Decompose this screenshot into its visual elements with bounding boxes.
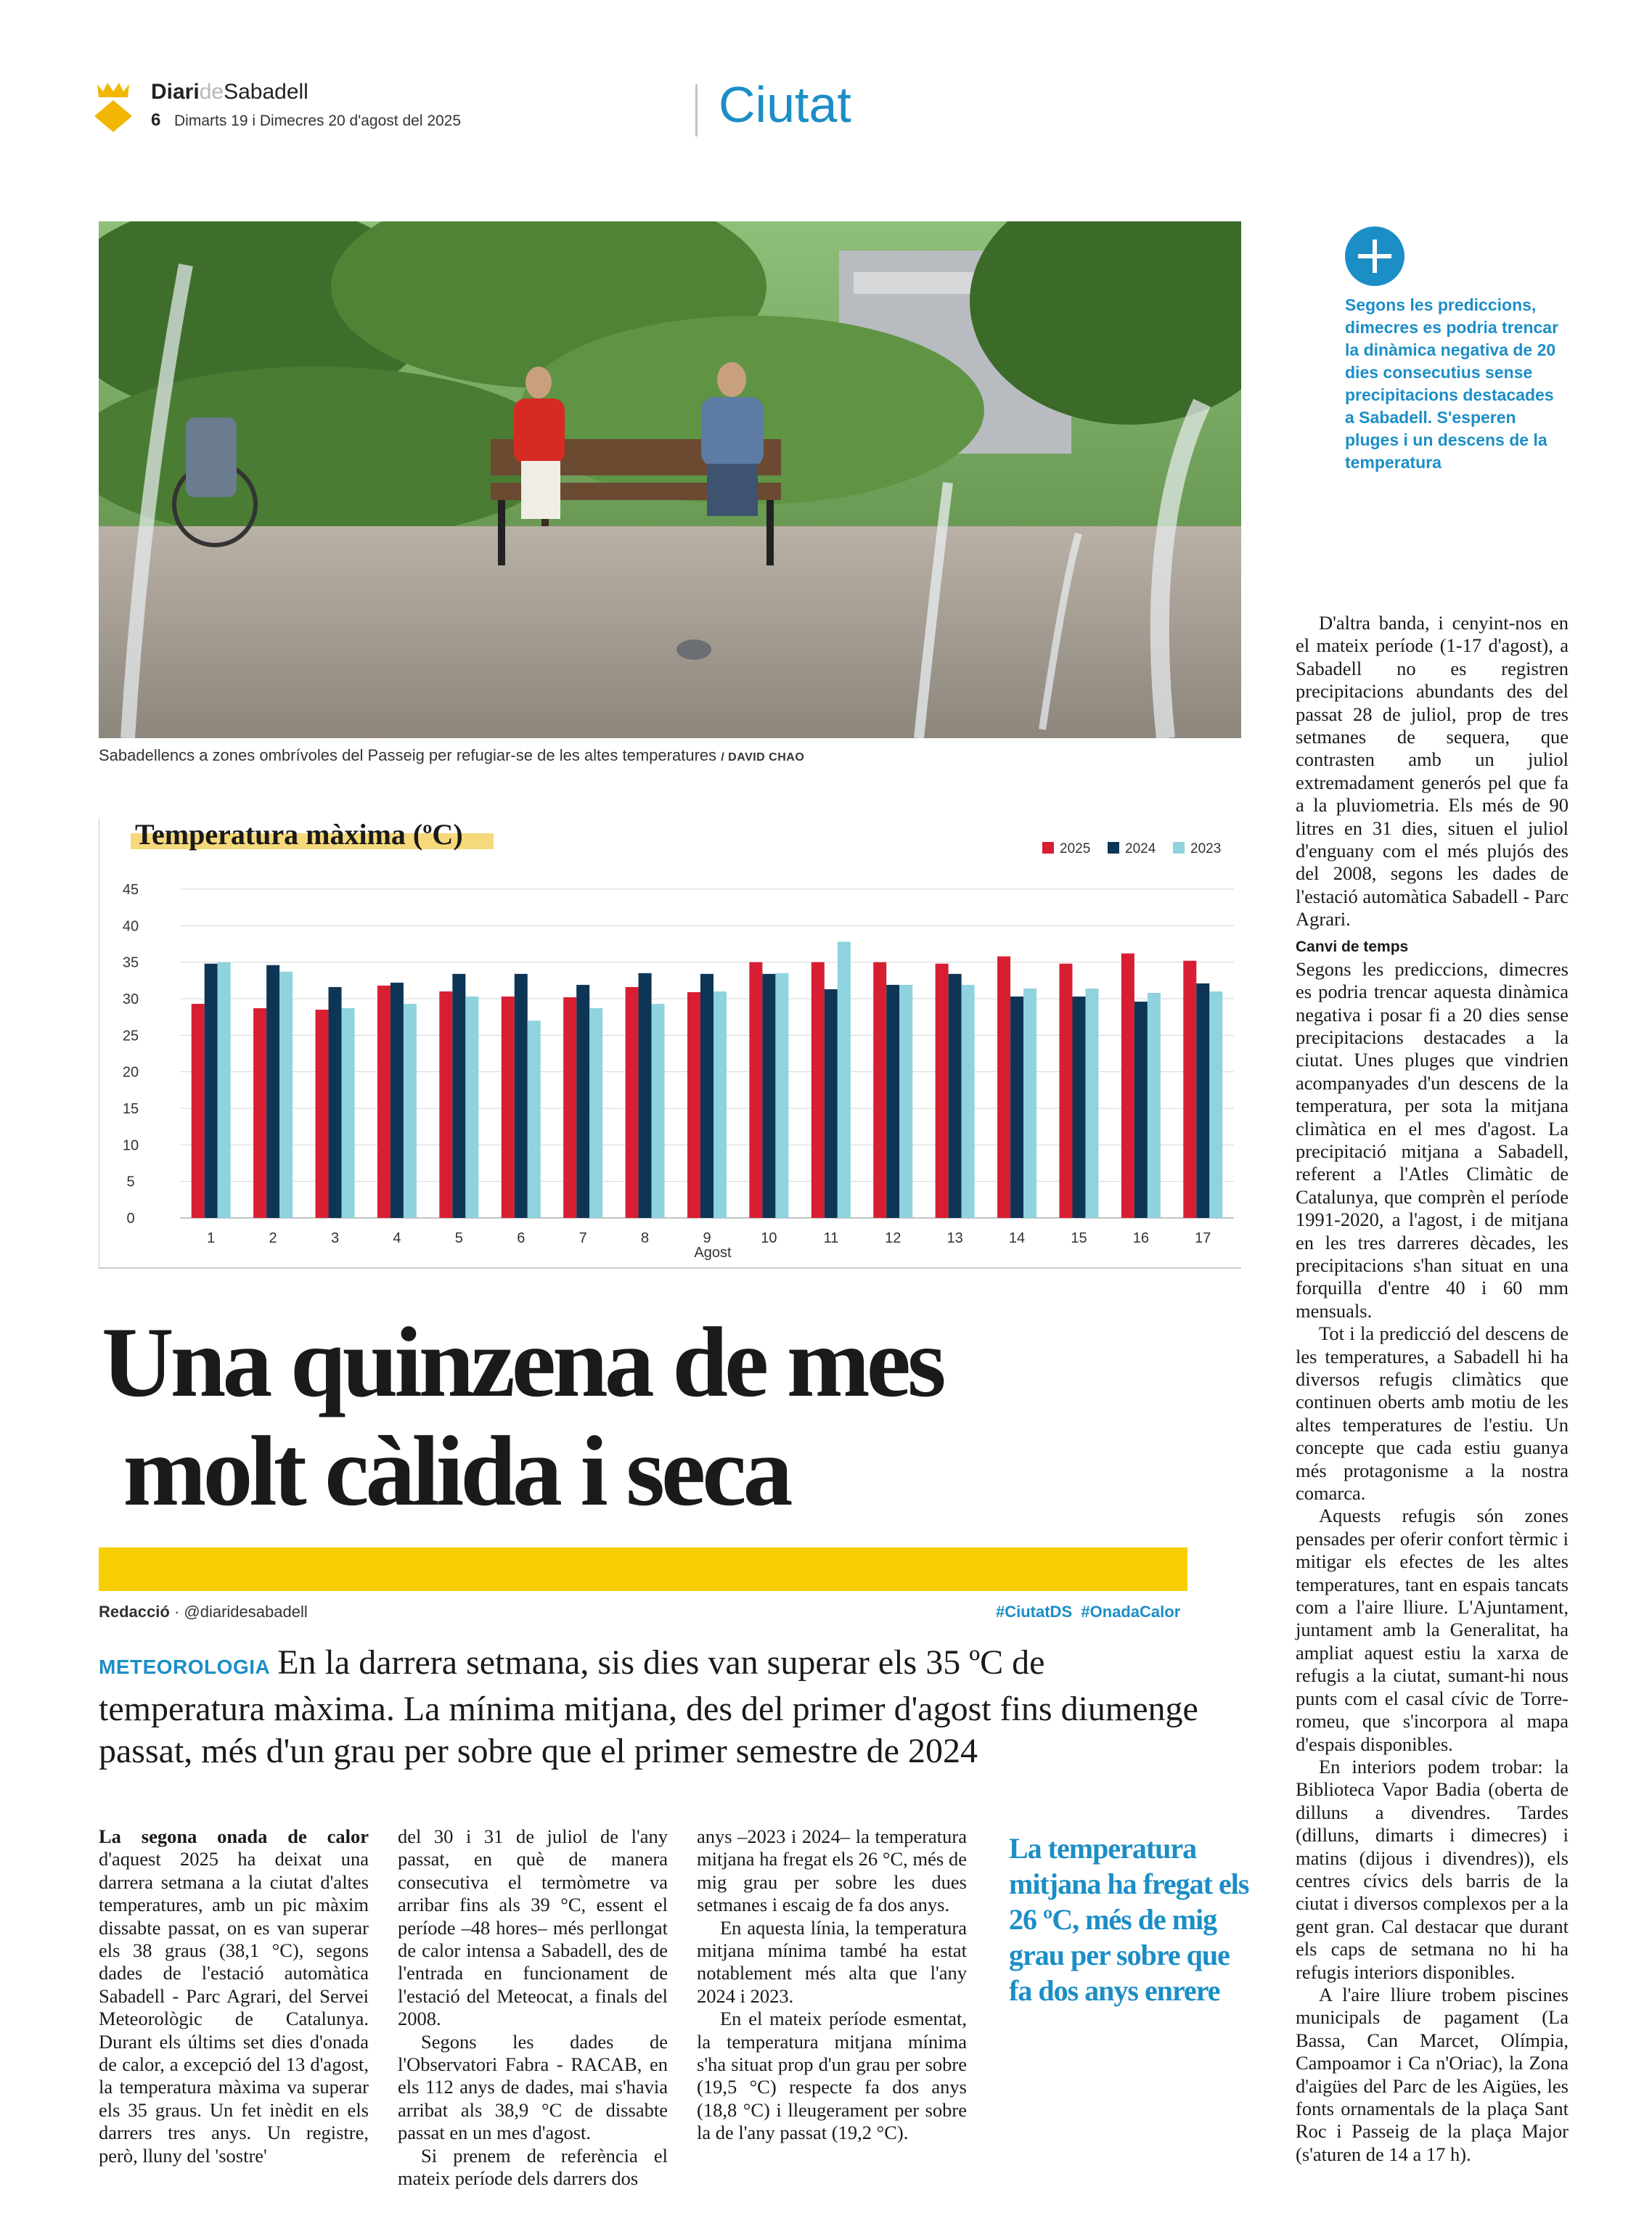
chart-bar-2025-day-7 bbox=[563, 997, 576, 1218]
chart-x-tick-label: 15 bbox=[1071, 1230, 1087, 1246]
subhead: Canvi de temps bbox=[1296, 938, 1409, 955]
chart-x-tick-label: 11 bbox=[823, 1230, 839, 1246]
chart-y-tick-label: 15 bbox=[122, 1101, 139, 1117]
chart-bar-2025-day-8 bbox=[626, 987, 639, 1218]
chart-bar-2024-day-17 bbox=[1196, 983, 1209, 1218]
chart-bar-2025-day-1 bbox=[192, 1004, 205, 1218]
chart-bar-2023-day-1 bbox=[218, 962, 231, 1218]
section-name: Ciutat bbox=[719, 76, 851, 133]
headline-rule bbox=[99, 1547, 1187, 1591]
pull-quote: La temperatura mitjana ha fregat els 26 ºC, més de mig grau per sobre que fa dos anys enrere bbox=[1009, 1832, 1249, 2007]
chart-y-tick-label: 10 bbox=[122, 1137, 139, 1154]
chart-bar-2023-day-17 bbox=[1209, 991, 1222, 1218]
chart-bar-2024-day-6 bbox=[515, 974, 528, 1218]
issue-date: Dimarts 19 i Dimecres 20 d'agost del 2025 bbox=[174, 113, 462, 129]
chart-x-tick-label: 17 bbox=[1195, 1230, 1211, 1246]
chart-x-tick-label: 4 bbox=[393, 1230, 401, 1246]
chart-bar-2023-day-12 bbox=[899, 985, 912, 1218]
chart-y-tick-label: 5 bbox=[126, 1174, 135, 1190]
chart-x-tick-label: 16 bbox=[1132, 1230, 1150, 1246]
chart-x-tick-label: 14 bbox=[1008, 1230, 1026, 1246]
chart-bar-2025-day-4 bbox=[377, 986, 390, 1218]
chart-x-tick-label: 7 bbox=[578, 1230, 587, 1246]
chart-bar-2024-day-3 bbox=[329, 987, 342, 1218]
photo-caption: Sabadellencs a zones ombrívoles del Passeig per refugiar-se de les altes temperatures / DAVID CHAO bbox=[99, 746, 805, 764]
chart-y-tick-label: 40 bbox=[122, 918, 139, 935]
legend-swatch-2023 bbox=[1173, 842, 1185, 854]
kicker: METEOROLOGIA bbox=[99, 1656, 271, 1678]
chart-y-tick-label: 25 bbox=[122, 1028, 139, 1044]
chart-bar-2025-day-10 bbox=[749, 962, 762, 1218]
chart-bar-2023-day-14 bbox=[1023, 989, 1036, 1218]
hashtags[interactable]: #CiutatDS #OnadaCalor bbox=[996, 1603, 1181, 1621]
chart-bar-2025-day-5 bbox=[439, 991, 452, 1218]
chart-bar-2024-day-11 bbox=[825, 989, 838, 1218]
chart-bar-2025-day-6 bbox=[502, 997, 515, 1218]
chart-x-tick-label: 6 bbox=[517, 1230, 526, 1246]
sidebar-highlight: Segons les prediccions, dimecres es podria trencar la dinàmica negativa de 20 dies consecutius sense precipitacions destacades a Sabadell. S'esperen pluges i un descens de la temperatura bbox=[1345, 295, 1559, 472]
legend-swatch-2025 bbox=[1042, 842, 1054, 854]
plus-icon bbox=[1345, 226, 1404, 286]
chart-x-tick-label: 1 bbox=[207, 1230, 216, 1246]
photo-credit: / DAVID CHAO bbox=[721, 751, 805, 764]
chart-y-tick-label: 35 bbox=[122, 954, 139, 971]
byline: Redacció · @diaridesabadell bbox=[99, 1603, 308, 1621]
chart-y-tick-label: 0 bbox=[126, 1211, 135, 1227]
chart-bar-2025-day-14 bbox=[997, 957, 1010, 1218]
chart-x-tick-label: 13 bbox=[946, 1230, 963, 1246]
chart-y-tick-label: 30 bbox=[122, 991, 139, 1007]
chart-bar-2024-day-13 bbox=[949, 974, 962, 1218]
chart-bar-2024-day-2 bbox=[266, 965, 279, 1218]
chart-bar-2023-day-2 bbox=[279, 972, 293, 1218]
chart-bar-2025-day-16 bbox=[1121, 954, 1134, 1218]
body-column-1: La segona onada de calor d'aquest 2025 ha deixat una darrera setmana a la ciutat d'altes temperatures, amb un pic màxim dissabte passat, on es van superar els 38 graus (38,1 °C), segons dades de l'estació automàtica Sabadell - Parc Agrari, del Servei Meteorològic de Catalunya. Durant els últims set dies d'onada de calor, a excepció del 13 d'agost, la temperatura màxima va superar els 35 graus. Un fet inèdit en els darrers tres anys. Un registre, però, lluny del 'sostre' bbox=[99, 1825, 369, 2167]
chart-bar-2024-day-12 bbox=[886, 985, 899, 1218]
body-column-2: del 30 i 31 de juliol de l'any passat, en què de manera consecutiva el termòmetre va arribar fins als 39 °C, essent el període –48 hores– més perllongat de calor intensa a Sabadell, des de l'entrada en funcionament de l'estació del Meteocat, a finals del 2008. Segons les dades de l'Observatori Fabra - RACAB, en els 112 anys de dades, mai s'havia arribat als 38,9 °C de dissabte passat en un mes d'agost. Si prenem de referència el mateix període dels darrers dos bbox=[398, 1825, 668, 2190]
photo bbox=[99, 221, 1241, 738]
body-column-right: D'altra banda, i cenyint-nos en el mateix període (1-17 d'agost), a Sabadell no es registren precipitacions abundants des del passat 28 de juliol, prop de tres setmanes de sequera, que contrasten amb un juliol extremadament generós pel que fa a la pluviometria. Els més de 90 litres en 31 dies, situen el juliol d'enguany com el més plujós des del 2008, segons les dades de l'estació automàtica Sabadell - Parc Agrari. Canvi de temps Segons les prediccions, dimecres es podria trencar aquesta dinàmica negativa i posar fi a 20 dies sense precipitacions destacades a la ciutat. Unes pluges que vindrien acompanyades d'un descens de la temperatura, per sota la mitjana climàtica en el mes d'agost. La precipitació mitjana a Sabadell, referent a l'Atles Climàtic de Catalunya, que comprèn el període 1991-2020, a l'agost, i de mitjana en les tres darreres dècades, les precipitacions s'han situat en una forquilla d'entre 40 i 60 mm mensuals. Tot i la predicció del descens de les temperatures, a Sabadell hi ha diversos refugis climàtics que continuen oberts amb motiu de les altes temperatures de l'estiu. Un concepte que cada estiu guanya més protagonisme a la nostra comarca. Aquests refugis són zones pensades per oferir confort tèrmic i mitigar els efectes de les altes temperatures, tant en espais tancats com a l'aire lliure. L'Ajuntament, juntament amb la Generalitat, ha ampliat aquest estiu la xarxa de refugis a la ciutat, sumant-hi nous punts com el casal cívic de Torre-romeu, que s'incorpora al mapa d'espais disponibles. En interiors podem trobar: la Biblioteca Vapor Badia (oberta de dilluns a divendres. Tardes (dilluns, dimarts i dimecres) i matins (dijous i divendres)), els centres cívics dels barris de la ciutat i diversos complexos per a la gent gran. Cal destacar que durant els caps de setmana no hi ha refugis interiors disponibles. A l'aire lliure trobem piscines municipals de pagament (La Bassa, Can Marcet, Olímpia, Campoamor i Ca n'Oriac), la Zona d'aigües del Parc de les Aigües, les fonts ornamentals de la plaça Sant Roc i Passeig de la plaça Major (s'aturen de 14 a 17 h). bbox=[1296, 612, 1569, 2165]
chart-bar-2023-day-11 bbox=[838, 941, 851, 1218]
chart-bar-2024-day-16 bbox=[1134, 1002, 1148, 1218]
headline bbox=[102, 1308, 1263, 1526]
chart-bar-2023-day-10 bbox=[775, 973, 788, 1218]
chart-bar-2023-day-15 bbox=[1085, 989, 1098, 1218]
chart-y-tick-label: 45 bbox=[122, 882, 139, 898]
lead-paragraph: METEOROLOGIA En la darrera setmana, sis dies van superar els 35 ºC de temperatura màxima. La mínima mitjana, des del primer d'agost fins diumenge passat, més d'un grau per sobre que el primer semestre de 2024 bbox=[99, 1643, 1198, 1770]
chart-bar-2023-day-8 bbox=[652, 1004, 665, 1218]
chart-bar-2024-day-7 bbox=[576, 985, 589, 1218]
chart-title: Temperatura màxima (ºC) bbox=[135, 818, 463, 851]
chart-x-tick-label: 5 bbox=[454, 1230, 463, 1246]
page-number: 6 bbox=[151, 110, 161, 130]
headline-line-2: molt càlida i seca bbox=[102, 1415, 790, 1526]
chart-bar-2024-day-15 bbox=[1072, 997, 1085, 1218]
chart-x-tick-label: 9 bbox=[703, 1230, 711, 1246]
chart-bar-2023-day-5 bbox=[465, 997, 478, 1218]
chart-x-tick-label: 10 bbox=[761, 1230, 777, 1246]
chart-x-tick-label: 8 bbox=[641, 1230, 650, 1246]
chart-bar-2023-day-3 bbox=[342, 1008, 355, 1218]
chart-bar-2023-day-4 bbox=[404, 1004, 417, 1218]
chart-x-tick-label: 3 bbox=[330, 1230, 340, 1246]
chart-bar-2025-day-17 bbox=[1183, 961, 1196, 1218]
chart-bar-2023-day-7 bbox=[589, 1008, 602, 1218]
chart-bar-2024-day-4 bbox=[390, 983, 404, 1218]
chart-bar-2025-day-13 bbox=[936, 964, 949, 1218]
chart-bar-2025-day-9 bbox=[687, 992, 700, 1218]
chart-bar-2023-day-6 bbox=[528, 1021, 541, 1218]
section-divider bbox=[695, 84, 698, 136]
headline-line-1: Una quinzena de mes bbox=[102, 1306, 943, 1418]
chart-bar-2025-day-2 bbox=[253, 1008, 266, 1218]
legend-label-2023: 2023 bbox=[1190, 841, 1222, 856]
chart-x-tick-label: 12 bbox=[885, 1230, 901, 1246]
legend-label-2025: 2025 bbox=[1060, 841, 1091, 856]
logo-icon bbox=[93, 81, 134, 134]
chart-bar-2025-day-3 bbox=[316, 1010, 329, 1218]
masthead-title: DiarideSabadell bbox=[151, 80, 308, 104]
chart-bar-2023-day-16 bbox=[1148, 993, 1161, 1218]
chart-bar-2024-day-5 bbox=[452, 974, 465, 1218]
chart-bar-2025-day-15 bbox=[1059, 964, 1072, 1218]
chart-bar-2023-day-13 bbox=[962, 985, 975, 1218]
chart-bar-2024-day-9 bbox=[700, 974, 713, 1218]
chart-x-axis-label: Agost bbox=[694, 1245, 732, 1261]
chart-bar-2024-day-10 bbox=[762, 974, 775, 1218]
chart-bar-2024-day-1 bbox=[205, 964, 218, 1218]
chart-y-tick-label: 20 bbox=[122, 1064, 139, 1081]
chart-x-tick-label: 2 bbox=[269, 1230, 277, 1246]
chart-bar-2025-day-11 bbox=[811, 962, 825, 1218]
legend-label-2024: 2024 bbox=[1125, 841, 1156, 856]
temperature-chart bbox=[99, 819, 1241, 1269]
chart-bar-2024-day-8 bbox=[639, 973, 652, 1218]
body-column-3: anys –2023 i 2024– la temperatura mitjana ha fregat els 26 °C, més de mig grau per sobre les dues setmanes i escaig de fa dos anys. En aquesta línia, la temperatura mitjana mínima també ha estat notablement més alta que l'any 2024 i 2023. En el mateix període esmentat, la temperatura mitjana mínima s'ha situat prop d'un grau per sobre (19,5 °C) respecte fa dos anys (18,8 °C) i lleugerament per sobre la de l'any passat (19,2 °C). bbox=[697, 1825, 967, 2144]
chart-bar-2024-day-14 bbox=[1010, 997, 1023, 1218]
legend-swatch-2024 bbox=[1108, 842, 1119, 854]
chart-bar-2023-day-9 bbox=[713, 991, 727, 1218]
chart-bar-2025-day-12 bbox=[873, 962, 886, 1218]
